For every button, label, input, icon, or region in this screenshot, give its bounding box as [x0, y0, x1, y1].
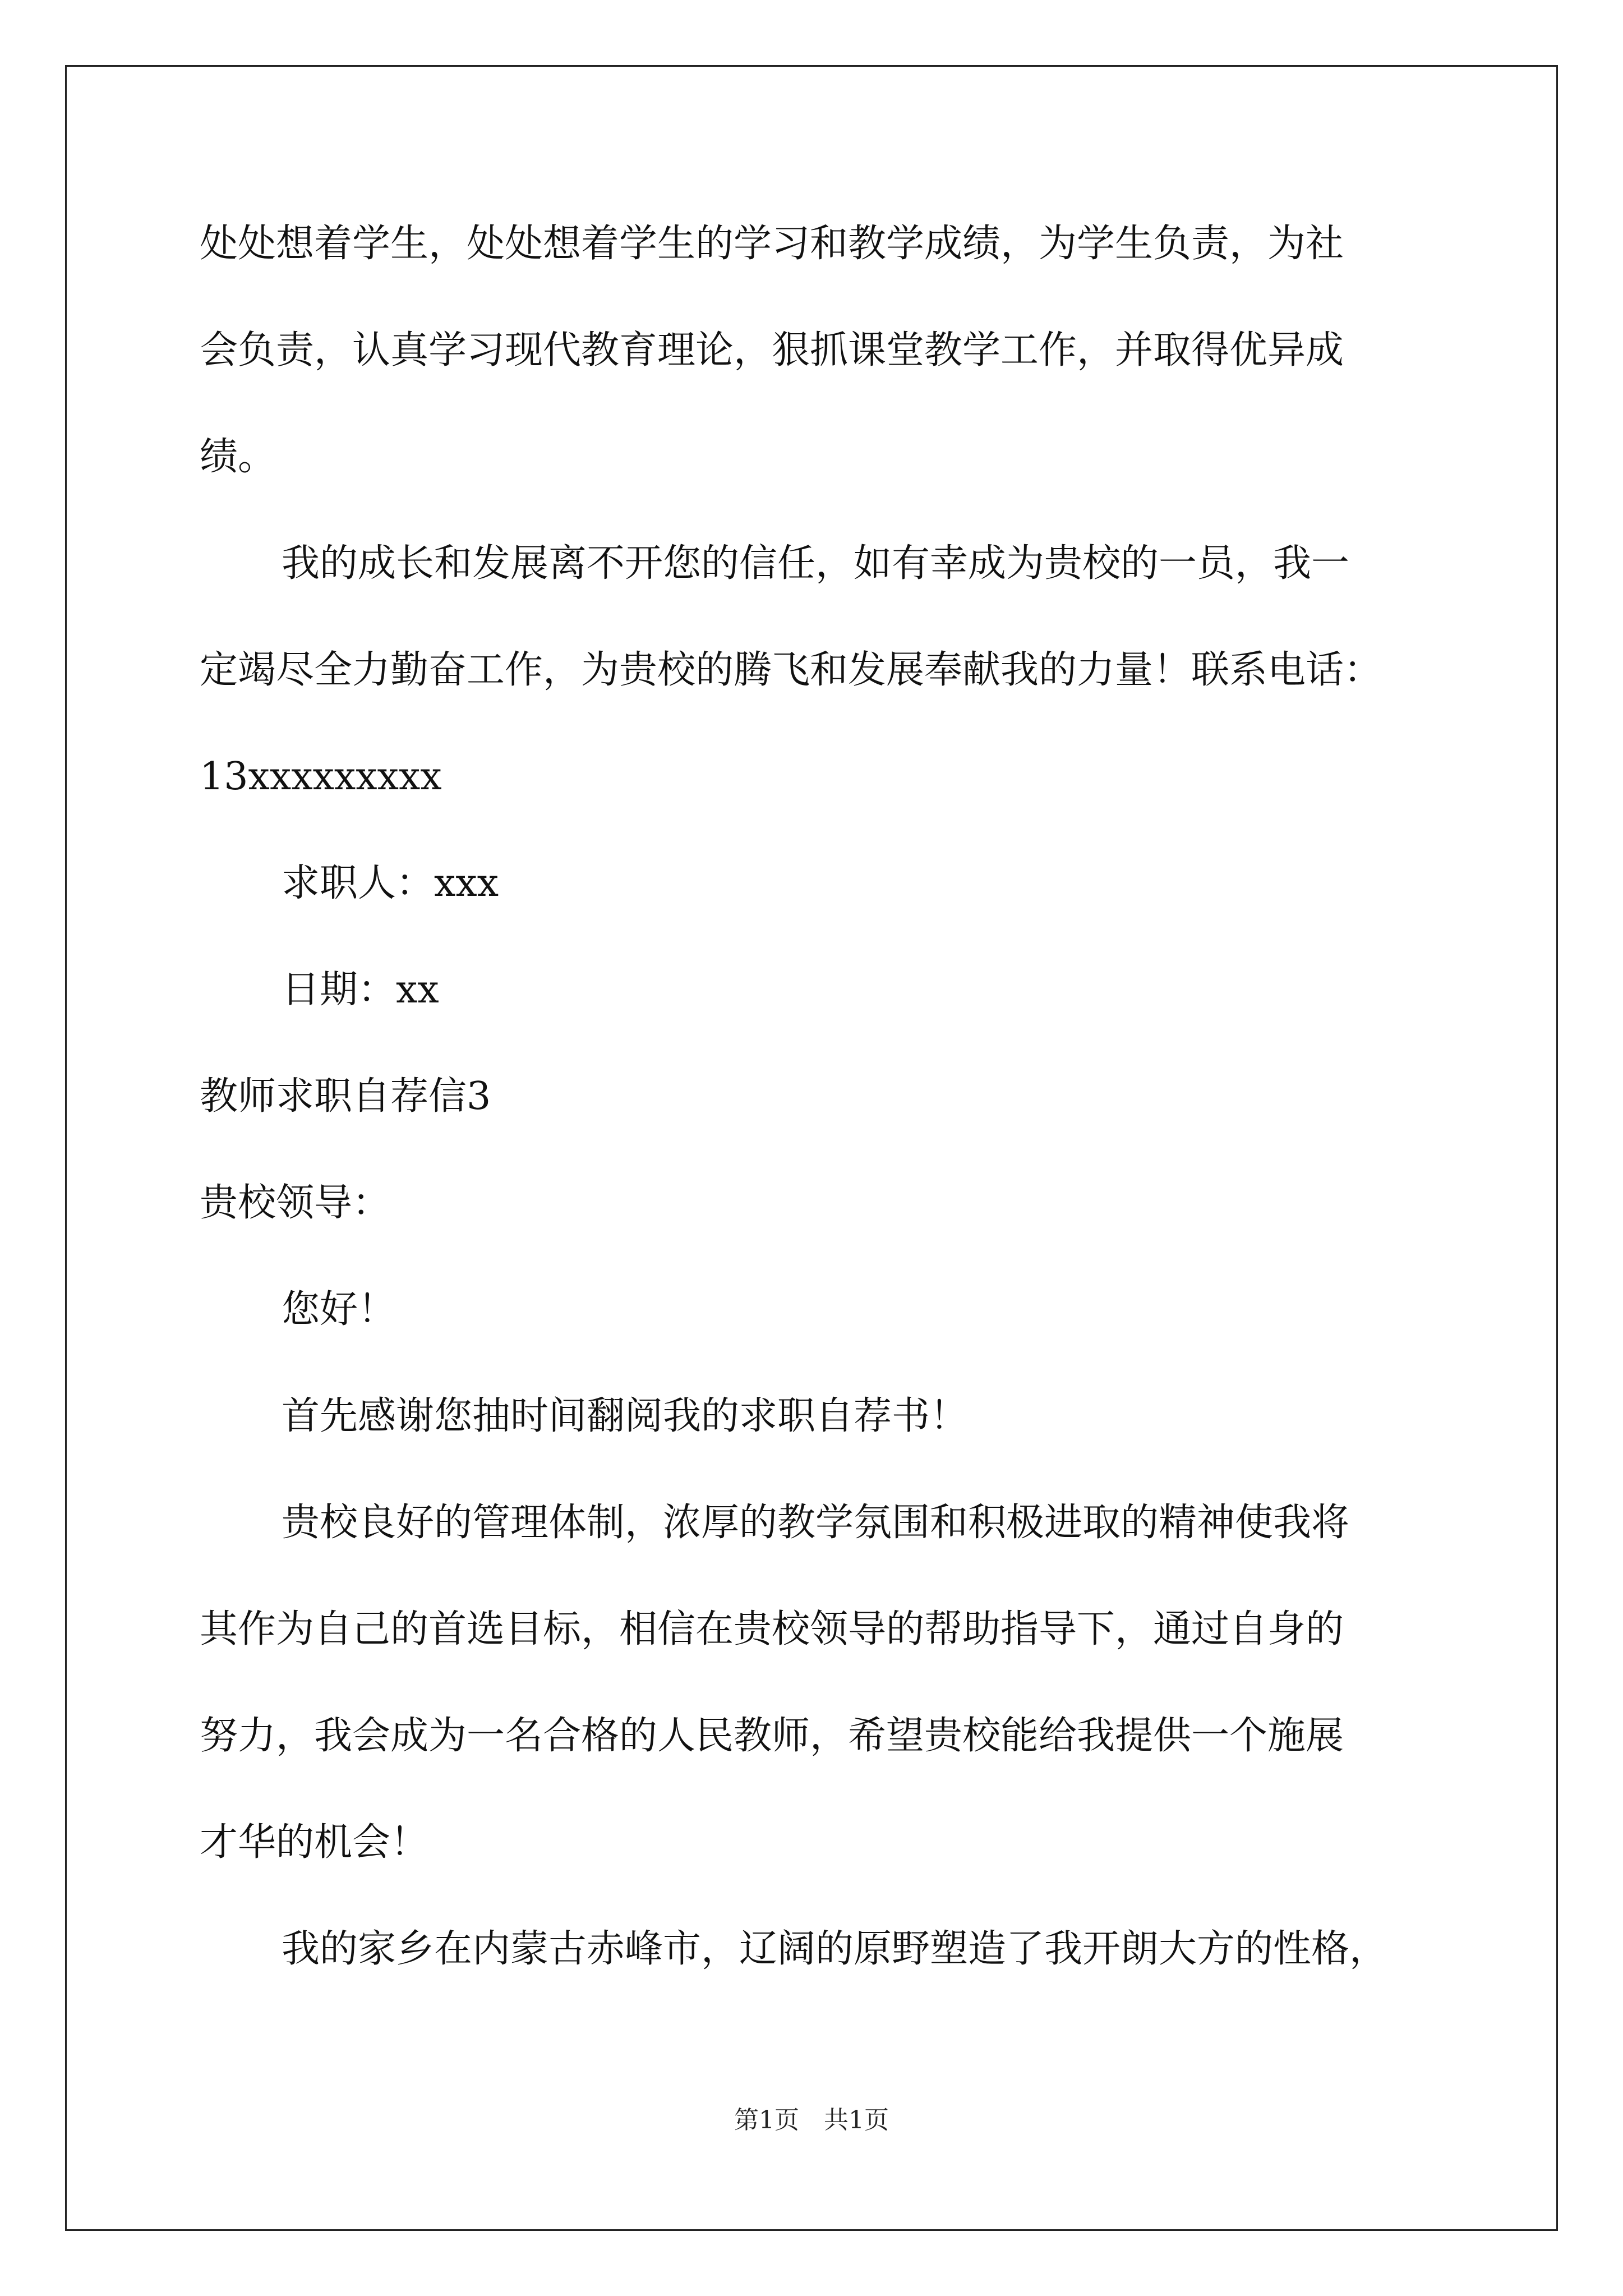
paragraph-line: 努力，我会成为一名合格的人民教师，希望贵校能给我提供一个施展 — [200, 1714, 1344, 1758]
paragraph-line: 我的家乡在内蒙古赤峰市，辽阔的原野塑造了我开朗大方的性格， — [282, 1927, 1388, 1971]
paragraph-line: 处处想着学生，处处想着学生的学习和教学成绩，为学生负责，为社 — [200, 222, 1344, 266]
paragraph-line: 定竭尽全力勤奋工作，为贵校的腾飞和发展奉献我的力量！联系电话： — [200, 648, 1382, 692]
page-border — [65, 65, 1558, 2231]
date-line: 日期：xx — [282, 968, 439, 1012]
greeting: 您好！ — [282, 1287, 396, 1332]
paragraph-line: 会负责，认真学习现代教育理论，狠抓课堂教学工作，并取得优异成 — [200, 328, 1344, 372]
paragraph-line: 绩。 — [200, 435, 276, 479]
paragraph-line: 贵校良好的管理体制，浓厚的教学氛围和积极进取的精神使我将 — [282, 1501, 1350, 1545]
phone-number: 13xxxxxxxxx — [200, 754, 442, 799]
applicant-line: 求职人：xxx — [282, 861, 499, 905]
paragraph-line: 我的成长和发展离不开您的信任，如有幸成为贵校的一员，我一 — [282, 541, 1350, 586]
paragraph-line: 其作为自己的首选目标，相信在贵校领导的帮助指导下，通过自身的 — [200, 1607, 1344, 1651]
section-title: 教师求职自荐信3 — [200, 1074, 491, 1119]
paragraph-line: 才华的机会！ — [200, 1820, 429, 1865]
paragraph-line: 首先感谢您抽时间翻阅我的求职自荐书！ — [282, 1394, 969, 1438]
salutation: 贵校领导： — [200, 1181, 391, 1225]
page-footer: 第1页 共1页 — [734, 2106, 889, 2134]
